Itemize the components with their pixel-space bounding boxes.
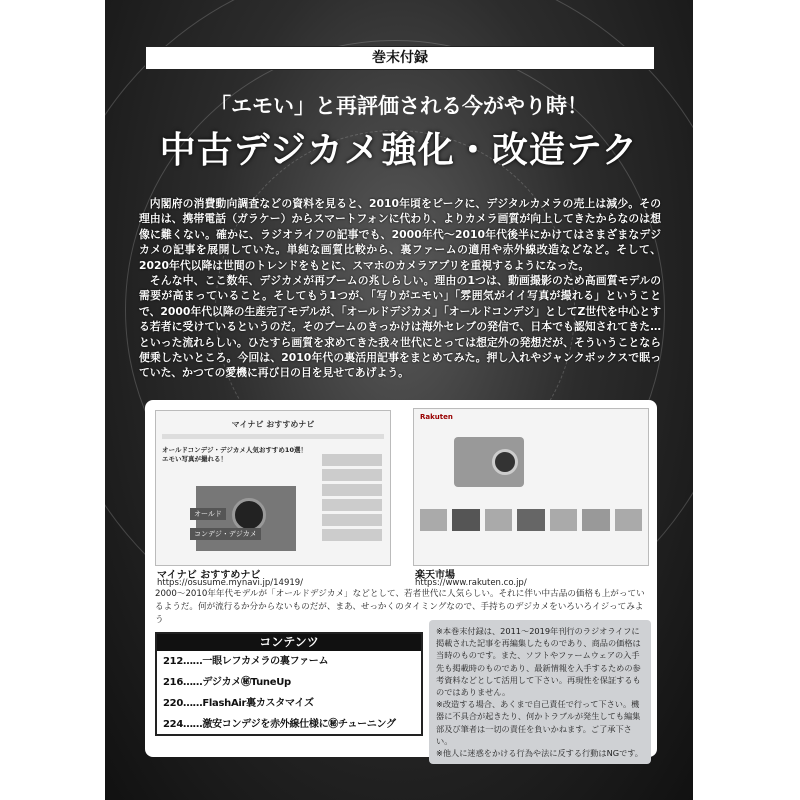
mynavi-screenshot <box>155 410 391 566</box>
disclaimer: ※他人に迷惑をかける行為や法に反する行動はNGです。 <box>436 748 643 759</box>
page-title: 中古デジカメ強化・改造テク <box>159 130 639 171</box>
disclaimer: ※改造する場合、あくまで自己責任で行って下さい。機器に不具合が起きたり、何かトラブルが発生しても編集部及び筆者は一切の責任を負いかねます。ご了承下さい。 <box>436 699 641 746</box>
contents-item: 224……激安コンデジを赤外線仕様に㊙チューニング <box>163 719 396 730</box>
caption: 楽天市場 <box>415 570 455 581</box>
badge: オールド <box>190 508 226 520</box>
disclaimer-box <box>429 620 651 764</box>
paragraph: 内閣府の消費動向調査などの資料を見ると、2010年頃をピークに、デジタルカメラの売上は減少。その理由は、携帯電話（ガラケー）からスマートフォンに代わり、よりカメラ画質が向上してきたからなのは想像に難くない。確かに、ラジオライフの記事でも、2000年代～2010年代後半にかけてはさまざまなデジカメの記事を展開していた。単純な画質比較から、裏ファームの適用や赤外線改造などなど。そして、2020年代以降は世間のトレンドをもとに、スマホのカメラアプリを重視するようになった。 <box>139 197 661 272</box>
contents-item: 216……デジカメ㊙TuneUp <box>163 677 291 688</box>
magazine-page <box>105 0 693 800</box>
article-headline: オールドコンデジ・デジカメ人気おすすめ10選！ エモい写真が撮れる！ <box>162 446 307 463</box>
rakuten-screenshot <box>413 408 649 566</box>
paragraph: そんな中、ここ数年、デジカメが再ブームの兆しらしい。理由の1つは、動画撮影のため高画質モデルの需要が高まっていること。そしてもう1つが、「写りがエモい」「雰囲気がイイ写真が撮れる」ということで、2000年代以降の生産完了モデルが、「オールドデジカメ」「オールドコンデジ」としてZ世代を中心とする若者に受けているというのだ。そのブームのきっかけは海外セレブの発信で、日本でも認知されてきた…といった流れらしい。ひたすら画質を求めてきた我々世代にとっては想定外の発想だが、そういうことなら便乗したいところ。今回は、2010年代の裏活用記事をまとめてみた。押し入れやジャンクボックスで眠っていた、かつての愛機に再び日の目を見せてあげよう。 <box>139 274 661 380</box>
caption: マイナビ おすすめナビ <box>157 570 261 581</box>
section-header: 巻末付録 <box>145 46 655 70</box>
camera-image <box>196 486 296 551</box>
disclaimer: ※本巻末付録は、2011～2019年刊行のラジオライフに掲載された記事を再編集したものであり、商品の価格は当時のものです。また、ソフトやファームウェアの入手先も掲載時のものであり、最新情報を入手するための参考資料などとして活用して下さい。再現性を保証するものではありません。 <box>436 626 641 698</box>
camera-image <box>454 437 524 487</box>
url: https://www.rakuten.co.jp/ <box>415 578 527 588</box>
contents-item: 212……一眼レフカメラの裏ファーム <box>163 656 329 667</box>
reference-panel <box>145 400 657 757</box>
intro-text <box>139 196 661 381</box>
contents-box <box>155 632 423 736</box>
badge: コンデジ・デジカメ <box>190 528 261 540</box>
subtitle: 「エモい」と再評価される今がやり時！ <box>210 94 588 118</box>
site-logo: Rakuten <box>420 413 453 421</box>
site-logo: マイナビ おすすめナビ <box>231 420 315 429</box>
contents-item: 220……FlashAir裏カスタマイズ <box>163 698 314 709</box>
contents-heading: コンテンツ <box>157 634 421 651</box>
url: https://osusume.mynavi.jp/14919/ <box>157 578 304 588</box>
image-description: 2000～2010年年代モデルが「オールドデジカメ」などとして、若者世代に人気らしい。それに伴い中古品の価格も上がっているようだ。何が流行るか分からないものだが、まあ、せっかくのタイミングなので、手持ちのデジカメをいろいろイジってみよう <box>155 589 645 625</box>
